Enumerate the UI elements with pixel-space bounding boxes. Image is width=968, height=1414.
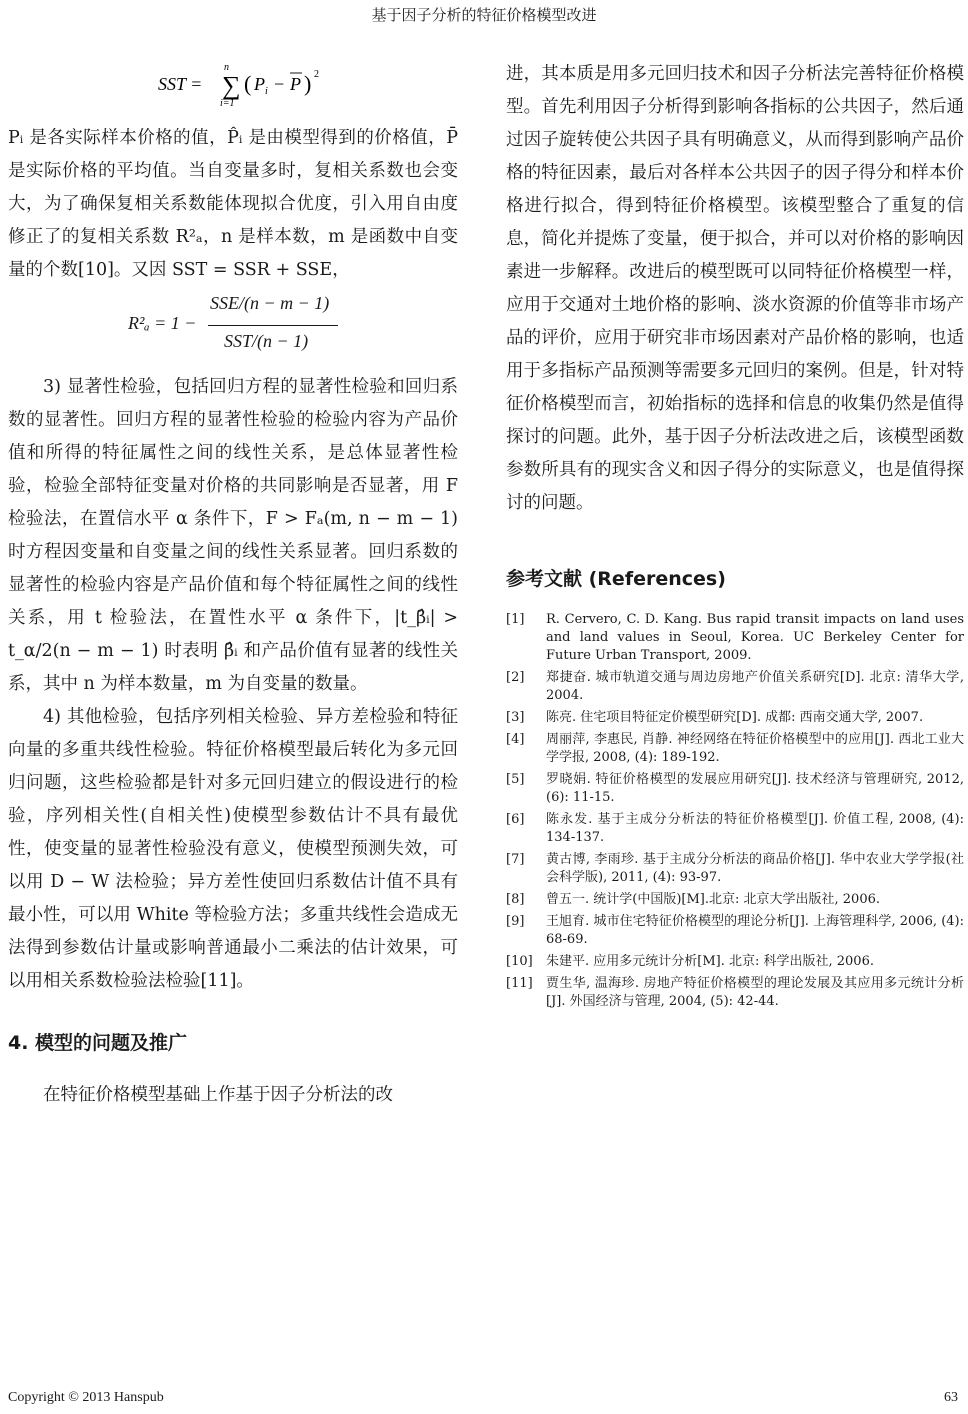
left-paragraph-2: 3) 显著性检验，包括回归方程的显著性检验和回归系数的显著性。回归方程的显著性检验的检验内容为产品价值和所得的特征属性之间的线性关系，是总体显著性检验，检验全部特征变量对价格的共同影响是否显著，用 F 检验法，在置信水平 α 条件下，F > Fₐ(m, n − m − 1) 时方程因变量和自变量之间的线性关系显著。回归系数的显著性的检验内容是产品价值和每个特征属性之间的线性关系，用 t 检验法，在置性水平 α 条件下，|t_β̂ᵢ| > t_α/2(n − m − 1) 时表明 β̂ᵢ 和产品价值有显著的线性关系，其中 n 为样本数量，m 为自变量的数量。 [8, 377, 458, 694]
reference-item: [11] 贾生华, 温海珍. 房地产特征价格模型的理论发展及其应用多元统计分析[J]. 外国经济与管理, 2004, (5): 42-44. [506, 976, 964, 1009]
right-paragraph-1: 进，其本质是用多元回归技术和因子分析法完善特征价格模型。首先利用因子分析得到影响各指标的公共因子，然后通过因子旋转使公共因子具有明确意义，从而得到影响产品价格的特征因素，最后对各样本公共因子的因子得分和样本价格进行拟合，得到特征价格模型。该模型整合了重复的信息，简化并提炼了变量，便于拟合，并可以对价格的影响因素进一步解释。改进后的模型既可以同特征价格模型一样，应用于交通对土地价格的影响、淡水资源的价值等非市场产品的评价，应用于研究非市场因素对产品价格的影响，也适用于多指标产品预测等需要多元回归的案例。但是，针对特征价格模型而言，初始指标的选择和信息的收集仍然是值得探讨的问题。此外，基于因子分析法改进之后，该模型函数参数所具有的现实含义和因子得分的实际意义，也是值得探讨的问题。 [506, 64, 964, 513]
svg-text:(: ( [244, 71, 252, 96]
equation-r2-left: R²ₐ = 1 − [128, 313, 197, 333]
reference-item: [5] 罗晓娟. 特征价格模型的发展应用研究[J]. 技术经济与管理研究, 2012, (6): 11-15. [506, 772, 964, 805]
svg-text:∑: ∑ [222, 71, 241, 100]
reference-item: [3] 陈亮. 住宅项目特征定价模型研究[D]. 成都: 西南交通大学, 2007. [506, 710, 924, 725]
references-list [506, 611, 964, 1011]
reference-item: [1] R. Cervero, C. D. Kang. Bus rapid transit impacts on land uses and land values in Seoul, Korea. UC Berkeley Center for Future Urban Transport, 2009. [506, 612, 964, 663]
right-column [506, 58, 964, 1015]
reference-item: [9] 王旭育. 城市住宅特征价格模型的理论分析[J]. 上海管理科学, 2006, (4): 68-69. [506, 914, 964, 947]
equation-sst [158, 60, 458, 108]
reference-item: [10] 朱建平. 应用多元统计分析[M]. 北京: 科学出版社, 2006. [506, 954, 874, 969]
svg-text:−: − [274, 74, 285, 94]
page-number: 63 [944, 1390, 958, 1405]
svg-text:i: i [265, 86, 268, 97]
equation-r2 [128, 291, 458, 361]
footer-copyright: Copyright © 2013 Hanspub [8, 1390, 164, 1405]
reference-item: [7] 黄古博, 李雨珍. 基于主成分分析法的商品价格[J]. 华中农业大学学报(社会科学版), 2011, (4): 93-97. [506, 852, 964, 885]
reference-item: [8] 曾五一. 统计学(中国版)[M].北京: 北京大学出版社, 2006. [506, 892, 880, 907]
running-header: 基于因子分析的特征价格模型改进 [371, 6, 597, 24]
reference-item: [6] 陈永发. 基于主成分分析法的特征价格模型[J]. 价值工程, 2008, (4): 134-137. [506, 812, 964, 845]
left-paragraph-3: 4) 其他检验，包括序列相关检验、异方差检验和特征向量的多重共线性检验。特征价格模型最后转化为多元回归问题，这些检验都是针对多元回归建立的假设进行的检验，序列相关性(自相关性)使模型参数估计不具有最优性，使变量的显著性检验没有意义，使模型预测失效，可以用 D − W 法检验；异方差性使回归系数估计值不具有最小性，可以用 White 等检验方法；多重共线性会造成无法得到参数估计量或影响普通最小二乘法的估计效果，可以用相关系数检验法检验[11]。 [8, 707, 458, 991]
svg-text:i=1: i=1 [220, 98, 235, 108]
svg-text:P: P [290, 74, 301, 94]
fraction-bar [208, 325, 338, 326]
equation-sst-graphic [158, 60, 338, 108]
reference-item: [2] 郑捷奋. 城市轨道交通与周边房地产价值关系研究[D]. 北京: 清华大学, 2004. [506, 670, 964, 703]
svg-text:P: P [254, 74, 265, 94]
references-title: 参考文献 (References) [506, 568, 726, 590]
equation-r2-numerator: SSE/(n − m − 1) [210, 293, 330, 313]
svg-text:2: 2 [314, 69, 319, 80]
left-column [8, 58, 458, 1112]
reference-item: [4] 周丽萍, 李惠民, 肖静. 神经网络在特征价格模型中的应用[J]. 西北工业大学学报, 2008, (4): 189-192. [506, 732, 964, 765]
section-4-title: 4. 模型的问题及推广 [8, 1032, 188, 1054]
equation-r2-denominator: SST/(n − 1) [224, 331, 309, 351]
svg-text:SST =: SST = [158, 74, 203, 94]
left-paragraph-4: 在特征价格模型基础上作基于因子分析法的改 [43, 1085, 393, 1105]
svg-text:): ) [304, 71, 312, 96]
left-paragraph-1: Pᵢ 是各实际样本价格的值，P̂ᵢ 是由模型得到的价格值，P̄ 是实际价格的平均值。当自变量多时，复相关系数也会变大，为了确保复相关系数能体现拟合优度，引入用自由度修正了的复相关系数 R²ₐ，n 是样本数，m 是函数中自变量的个数[10]。又因 SST = SSR + SSE， [8, 128, 458, 280]
svg-text:n: n [224, 62, 229, 73]
